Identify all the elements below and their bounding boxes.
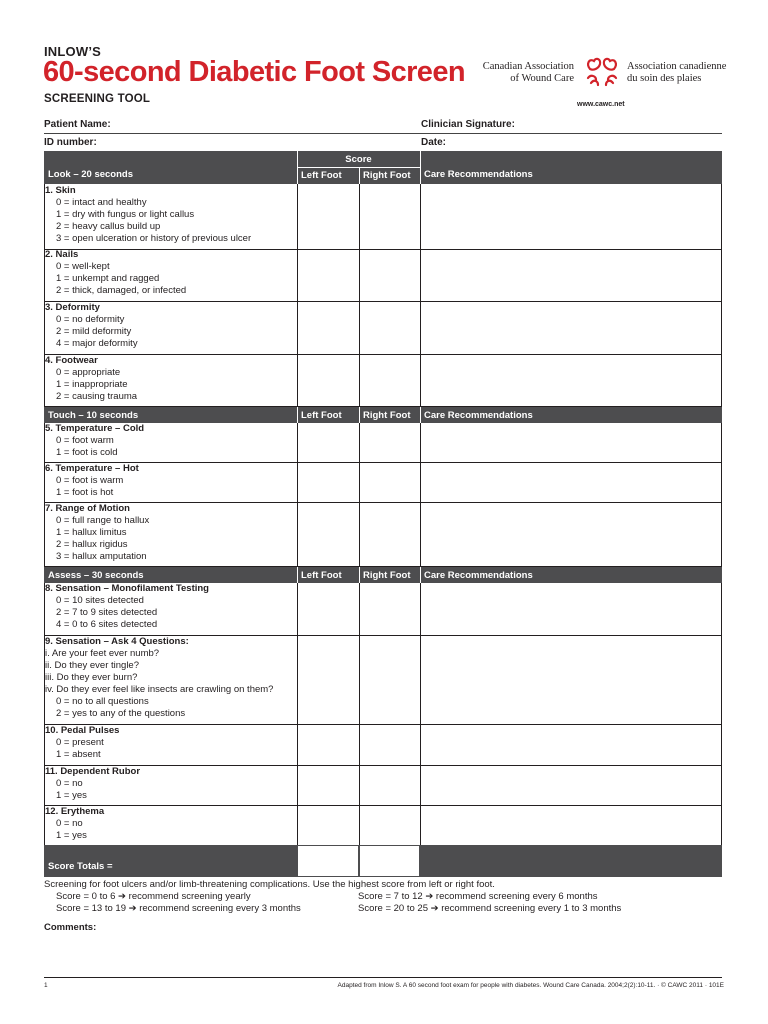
care-recommendations-header: Care Recommendations — [424, 569, 533, 581]
hands-logo-icon — [582, 52, 622, 92]
left-foot-header: Left Foot — [301, 170, 342, 181]
option: 2 = causing trauma — [56, 391, 138, 402]
option: 1 = dry with fungus or light callus — [56, 209, 195, 220]
left-foot-total-box[interactable] — [298, 846, 358, 876]
care-recommendations-header: Care Recommendations — [424, 169, 533, 180]
option: 0 = no — [56, 818, 83, 829]
item-title-nails: 2. Nails — [45, 249, 79, 260]
option: 0 = appropriate — [56, 367, 121, 378]
option: 2 = mild deformity — [56, 326, 132, 337]
option: 2 = heavy callus build up — [56, 221, 161, 232]
comments-label: Comments: — [44, 922, 97, 933]
option: 2 = 7 to 9 sites detected — [56, 607, 158, 618]
item-row-dependent-rubor — [44, 766, 722, 806]
right-foot-header: Right Foot — [363, 170, 411, 181]
footer-rule — [44, 977, 722, 978]
item-title-deformity: 3. Deformity — [45, 302, 100, 313]
question: i. Are your feet ever numb? — [45, 648, 160, 659]
score-totals-label: Score Totals = — [48, 861, 113, 872]
item-title-temperature-hot: 6. Temperature – Hot — [45, 463, 139, 474]
org-en-line2: of Wound Care — [510, 73, 574, 84]
item-title-footwear: 4. Footwear — [45, 355, 98, 366]
option: 0 = no deformity — [56, 314, 125, 325]
option: 4 = major deformity — [56, 338, 138, 349]
question: iii. Do they ever burn? — [45, 672, 138, 683]
item-row-temperature-hot — [44, 463, 722, 503]
clinician-signature-label: Clinician Signature: — [421, 119, 515, 130]
form-title: 60-second Diabetic Foot Screen — [43, 56, 465, 88]
look-section-header — [44, 151, 722, 184]
left-foot-header: Left Foot — [301, 409, 342, 421]
look-section-label: Look – 20 seconds — [48, 169, 134, 180]
item-row-pedal-pulses — [44, 725, 722, 766]
option: 1 = yes — [56, 790, 87, 801]
option: 1 = absent — [56, 749, 101, 760]
item-row-erythema — [44, 806, 722, 845]
recommendation-20-25: Score = 20 to 25 ➔ recommend screening every 1 to 3 months — [358, 903, 622, 914]
option: 4 = 0 to 6 sites detected — [56, 619, 158, 630]
option: 1 = hallux limitus — [56, 527, 127, 538]
touch-section-label: Touch – 10 seconds — [48, 409, 139, 421]
date-label: Date: — [421, 137, 447, 148]
assess-section-label: Assess – 30 seconds — [48, 569, 144, 581]
score-totals-row — [44, 845, 722, 877]
option: 0 = present — [56, 737, 104, 748]
option: 0 = foot is warm — [56, 475, 124, 486]
option: 0 = 10 sites detected — [56, 595, 144, 606]
org-fr-line1: Association canadienne — [627, 61, 727, 72]
item-title-ask-questions: 9. Sensation – Ask 4 Questions: — [45, 636, 189, 647]
option: 0 = foot warm — [56, 435, 114, 446]
item-row-monofilament — [44, 583, 722, 636]
patient-name-label: Patient Name: — [44, 119, 111, 130]
option: 2 = yes to any of the questions — [56, 708, 186, 719]
item-title-dependent-rubor: 11. Dependent Rubor — [45, 766, 141, 777]
recommendation-0-6: Score = 0 to 6 ➔ recommend screening yearly — [56, 891, 251, 902]
org-fr-line2: du soin des plaies — [627, 73, 702, 84]
option: 2 = thick, damaged, or infected — [56, 285, 187, 296]
care-recommendations-header: Care Recommendations — [424, 409, 533, 421]
form-subtitle: SCREENING TOOL — [44, 93, 151, 105]
right-foot-header: Right Foot — [363, 409, 411, 421]
patient-line-rule — [44, 133, 722, 134]
form-kicker: INLOW’S — [44, 44, 102, 59]
option: 1 = foot is cold — [56, 447, 118, 458]
option: 2 = hallux rigidus — [56, 539, 128, 550]
screening-intro-note: Screening for foot ulcers and/or limb-threatening complications. Use the highest score from left or right foot. — [44, 879, 495, 890]
screening-table — [44, 151, 722, 877]
score-header-label: Score — [345, 153, 372, 165]
item-title-monofilament: 8. Sensation – Monofilament Testing — [45, 583, 209, 594]
right-foot-total-box[interactable] — [360, 846, 419, 876]
item-title-erythema: 12. Erythema — [45, 806, 105, 817]
assess-section-header — [44, 567, 722, 583]
item-row-nails — [44, 250, 722, 302]
option: 1 = yes — [56, 830, 87, 841]
citation-footer: Adapted from Inlow S. A 60 second foot exam for people with diabetes. Wound Care Canada. 2004;2(2):10-11. · © CAWC 2011 · 101E — [337, 982, 724, 989]
item-row-footwear — [44, 355, 722, 407]
item-title-skin: 1. Skin — [45, 185, 76, 196]
question: iv. Do they ever feel like insects are crawling on them? — [45, 684, 274, 695]
page-number: 1 — [44, 982, 48, 989]
item-row-ask-questions — [44, 636, 722, 725]
recommendation-13-19: Score = 13 to 19 ➔ recommend screening every 3 months — [56, 903, 301, 914]
left-foot-header: Left Foot — [301, 569, 342, 581]
item-row-range-of-motion — [44, 503, 722, 567]
question: ii. Do they ever tingle? — [45, 660, 139, 671]
item-row-temperature-cold — [44, 423, 722, 463]
touch-section-header — [44, 407, 722, 423]
item-row-skin — [44, 184, 722, 250]
item-row-deformity — [44, 302, 722, 355]
option: 0 = no to all questions — [56, 696, 149, 707]
option: 1 = unkempt and ragged — [56, 273, 160, 284]
option: 0 = no — [56, 778, 83, 789]
item-title-temperature-cold: 5. Temperature – Cold — [45, 423, 145, 434]
item-title-range-of-motion: 7. Range of Motion — [45, 503, 130, 514]
option: 0 = well-kept — [56, 261, 110, 272]
org-name-french — [627, 61, 747, 85]
option: 1 = foot is hot — [56, 487, 114, 498]
option: 0 = full range to hallux — [56, 515, 150, 526]
id-number-label: ID number: — [44, 137, 97, 148]
org-en-line1: Canadian Association — [482, 61, 574, 72]
option: 3 = hallux amputation — [56, 551, 147, 562]
option: 0 = intact and healthy — [56, 197, 147, 208]
org-url: www.cawc.net — [577, 101, 625, 108]
item-title-pedal-pulses: 10. Pedal Pulses — [45, 725, 120, 736]
org-name-english — [474, 61, 574, 85]
option: 3 = open ulceration or history of previous ulcer — [56, 233, 252, 244]
recommendation-7-12: Score = 7 to 12 ➔ recommend screening every 6 months — [358, 891, 598, 902]
right-foot-header: Right Foot — [363, 569, 411, 581]
option: 1 = inappropriate — [56, 379, 128, 390]
